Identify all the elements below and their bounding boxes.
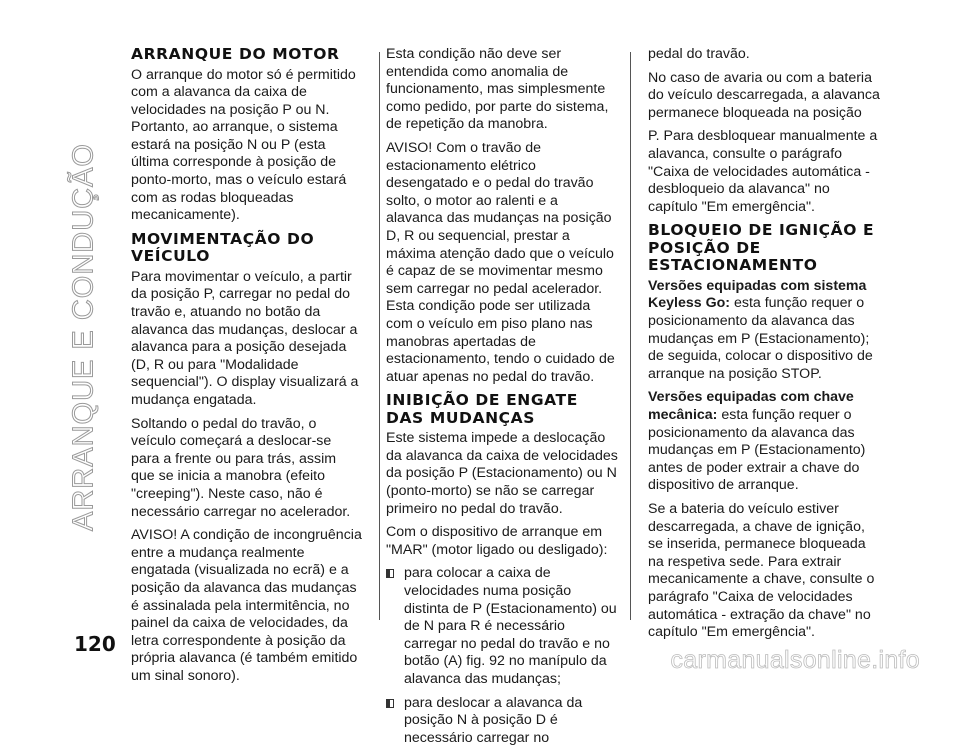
column-divider xyxy=(379,52,380,620)
paragraph: Se a bateria do veículo estiver descarregada, a chave de ignição, se inserida, permanece bloqueada na respetiva sede. Para extrair mecanicamente a chave, consulte o parágrafo "Caixa de velocidades automática - extração da chave" no capítulo "Em emergência". xyxy=(648,500,875,641)
paragraph xyxy=(648,278,880,384)
paragraph xyxy=(648,389,880,495)
keyless-text: esta função requer o posicionamento da alavanca das mudanças em P (Estacionamento); de seguida, colocar o dispositivo de arranque na posição STOP. xyxy=(648,295,873,382)
paragraph: P. Para desbloquear manualmente a alavanca, consulte o parágrafo "Caixa de velocidades automática - desbloqueio da alavanca" no capítulo "Em emergência". xyxy=(648,128,878,215)
paragraph: AVISO! Com o travão de estacionamento elétrico desengatado e o pedal do travão solto, o motor ao ralenti e a alavanca das mudanças na posição D, R ou sequencial, prestar a máxima atenção dado que o veículo é capaz de se movimentar mesmo sem carregar no pedal acelerador. Esta condição pode ser utilizada com o veículo em piso plano nas manobras apertadas de estacionamento, tendo o cuidado de atuar apenas no pedal do travão. xyxy=(386,139,615,385)
heading-bloqueio-de-ignicao: BLOQUEIO DE IGNIÇÃO E POSIÇÃO DE ESTACIONAMENTO xyxy=(648,221,875,275)
paragraph: Este sistema impede a deslocação da alavanca da caixa de velocidades da posição P (Estacionamento) ou N (ponto-morto) se não se carregar primeiro no pedal do travão. xyxy=(386,430,618,517)
paragraph: Para movimentar o veículo, a partir da posição P, carregar no pedal do travão e, atuando no botão da alavanca das mudanças, deslocar a alavanca para a posição desejada (D, R ou para "Modalidade sequencial"). O display visualizará a mudança engatada. xyxy=(131,268,359,408)
chave-text: esta função requer o posicionamento da alavanca das mudanças em P (Estacionamento) antes de poder extrair a chave do dispositivo de arranque. xyxy=(648,407,866,494)
heading-arranque-do-motor: ARRANQUE DO MOTOR xyxy=(131,45,340,63)
column-2 xyxy=(386,46,618,753)
column-1 xyxy=(131,46,363,692)
bullet-text: para colocar a caixa de velocidades numa posição distinta de P (Estacionamento) ou de N para R é necessário carregar no pedal do travão e no botão (A) fig. 92 no manípulo da alavanca das mudanças; xyxy=(404,565,617,687)
paragraph: AVISO! A condição de incongruência entre a mudança realmente engatada (visualizada no ecrã) e a posição da alavanca das mudanças é assinalada pela intermitência, no painel da caixa de velocidades, da letra correspondente à posição da própria alavanca (é também emitido um sinal sonoro). xyxy=(131,527,362,684)
heading-inibicao-de-engate: INIBIÇÃO DE ENGATE DAS MUDANÇAS xyxy=(386,391,578,427)
bullet-item xyxy=(386,565,618,688)
keyless-label: Versões equipadas com sistema Keyless Go: xyxy=(648,277,867,312)
paragraph: Esta condição não deve ser entendida como anomalia de funcionamento, mas simplesmente como pedido, por parte do sistema, de repetição da manobra. xyxy=(386,46,609,133)
bullet-item xyxy=(386,695,618,748)
chapter-side-title: ARRANQUE E CONDUÇÃO xyxy=(67,143,100,531)
paragraph: Com o dispositivo de arranque em "MAR" (motor ligado ou desligado): xyxy=(386,524,608,558)
paragraph: No caso de avaria ou com a bateria do veículo descarregada, a alavanca permanece bloqueada na posição xyxy=(648,69,880,121)
paragraph: O arranque do motor só é permitido com a alavanca da caixa de velocidades na posição P ou N. Portanto, ao arranque, o sistema estará na posição N ou P (esta última corresponde à posição de ponto-morto, mas o veículo estará com as rodas bloqueadas mecanicamente). xyxy=(131,66,356,224)
heading-movimentacao-do-veiculo: MOVIMENTAÇÃO DO VEÍCULO xyxy=(131,229,315,266)
bullet-marker-icon xyxy=(386,569,394,578)
bullet-marker-icon xyxy=(386,699,394,708)
paragraph: pedal do travão. xyxy=(648,46,750,62)
bullet-text: para deslocar a alavanca da posição N à posição D é necessário carregar no xyxy=(404,694,583,746)
paragraph: Soltando o pedal do travão, o veículo começará a deslocar-se para a frente ou para trás, assim que se inicia a manobra (efeito "creeping"). Neste caso, não é necessário carregar no acelerador. xyxy=(131,415,351,520)
column-divider xyxy=(630,52,631,620)
watermark: carmanualsonline.info xyxy=(670,646,920,674)
chave-label: Versões equipadas com chave mecânica: xyxy=(648,389,854,423)
column-3 xyxy=(648,46,880,648)
page-number: 120 xyxy=(74,632,116,656)
